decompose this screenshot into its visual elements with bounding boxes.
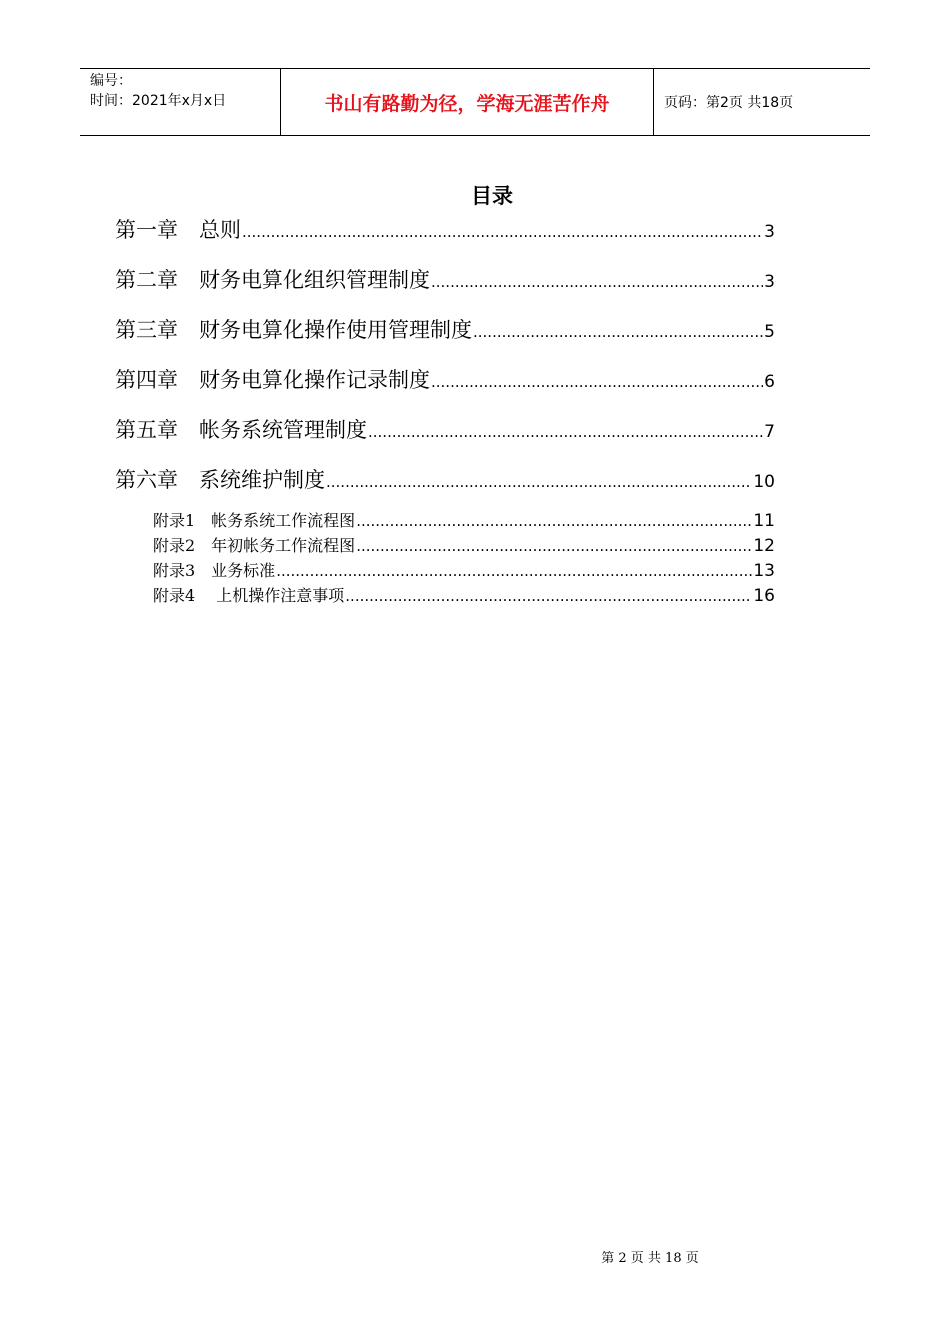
toc-entry-chapter-2[interactable] [115,264,775,314]
toc-entry-label: 第六章 系统维护制度 [115,468,325,492]
toc-leader-dots [276,562,752,580]
header-motto: 书山有路勤为径，学海无涯苦作舟 [281,69,654,135]
toc-entry-label: 附录1 帐务系统工作流程图 [153,511,356,530]
toc-entry-label: 第一章 总则 [115,218,241,242]
toc-entry-page: 10 [753,472,775,492]
toc-entry-appendix-1[interactable] [115,508,775,533]
header-meta [80,69,281,135]
page-header [80,68,870,136]
toc-entry-appendix-4[interactable] [115,583,775,608]
toc-leader-dots [473,323,763,341]
toc-entry-label: 第二章 财务电算化组织管理制度 [115,268,430,292]
toc-entry-label: 附录3 业务标准 [153,561,276,580]
toc-entry-label: 附录2 年初帐务工作流程图 [153,536,356,555]
toc-leader-dots [356,537,752,555]
toc-leader-dots [356,512,752,530]
toc-entry-appendix-2[interactable] [115,533,775,558]
toc-entry-label: 第四章 财务电算化操作记录制度 [115,368,430,392]
toc-entry-chapter-5[interactable] [115,414,775,464]
toc-leader-dots [431,273,763,291]
document-number-label: 编号： [90,73,132,89]
toc-entry-chapter-4[interactable] [115,364,775,414]
toc-entry-page: 3 [764,222,775,242]
toc-entry-page: 11 [753,511,775,531]
toc-entry-page: 3 [764,272,775,292]
toc-leader-dots [242,223,763,241]
toc-entry-label: 附录4 上机操作注意事项 [153,586,345,605]
toc-leader-dots [326,473,752,491]
document-date-label: 时间：2021年x月x日 [90,93,227,109]
toc-entry-label: 第五章 帐务系统管理制度 [115,418,367,442]
header-page-info: 页码：第2页 共18页 [664,95,794,111]
page-footer: 第 2 页 共 18 页 [601,1251,699,1266]
table-of-contents [115,214,775,608]
toc-entry-chapter-6[interactable] [115,464,775,514]
toc-entry-appendix-3[interactable] [115,558,775,583]
toc-leader-dots [345,587,752,605]
toc-entry-page: 7 [764,422,775,442]
toc-entry-page: 16 [753,586,775,606]
toc-entry-chapter-1[interactable] [115,214,775,264]
toc-leader-dots [431,373,763,391]
toc-entry-label: 第三章 财务电算化操作使用管理制度 [115,318,472,342]
toc-entry-page: 5 [764,322,775,342]
toc-entry-page: 13 [753,561,775,581]
toc-entry-chapter-3[interactable] [115,314,775,364]
toc-leader-dots [368,423,763,441]
toc-title: 目录 [471,184,513,208]
toc-entry-page: 6 [764,372,775,392]
toc-entry-page: 12 [753,536,775,556]
